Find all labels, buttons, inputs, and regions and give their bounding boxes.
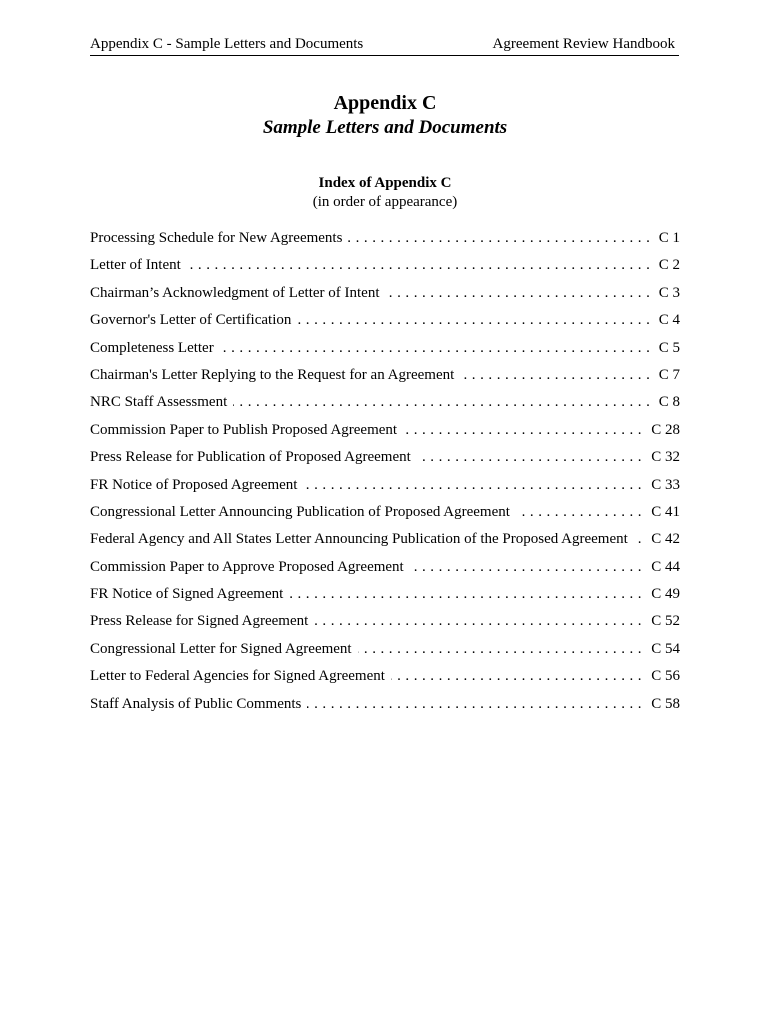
page-title: Appendix C	[333, 92, 437, 114]
toc-entry-title: Letter to Federal Agencies for Signed Agreement	[90, 668, 391, 684]
toc-entry-title: Processing Schedule for New Agreements	[90, 230, 348, 246]
toc-entry	[90, 393, 680, 420]
toc-entry	[90, 421, 680, 448]
toc-entry	[90, 558, 680, 585]
toc-entry	[90, 339, 680, 366]
toc-entry	[90, 311, 680, 338]
toc-entry-title: Chairman's Letter Replying to the Request for an Agreement	[90, 367, 460, 383]
header-left-text: Appendix C - Sample Letters and Documents	[90, 36, 364, 52]
toc-entry-page: C 58	[647, 695, 680, 713]
toc-entry	[90, 640, 680, 667]
header-right-text: Agreement Review Handbook	[492, 36, 675, 52]
toc-entry-page: C 2	[655, 256, 680, 274]
toc-entry-page: C 42	[647, 530, 680, 548]
toc-entry-page: C 7	[655, 366, 680, 384]
toc-entry	[90, 667, 680, 694]
index-heading: Index of Appendix C	[318, 175, 452, 191]
toc-entry-page: C 41	[647, 503, 680, 521]
toc-entry-title: Commission Paper to Publish Proposed Agreement	[90, 422, 403, 438]
toc-entry-title: Press Release for Publication of Proposed Agreement	[90, 449, 417, 465]
toc-entry-page: C 3	[655, 284, 680, 302]
toc-entry-page: C 52	[647, 612, 680, 630]
toc-entry-title: FR Notice of Proposed Agreement	[90, 477, 303, 493]
toc-entry-title: FR Notice of Signed Agreement	[90, 586, 289, 602]
toc-entry	[90, 612, 680, 639]
toc-entry-page: C 54	[647, 640, 680, 658]
page-header	[90, 35, 679, 56]
toc-entry-title: NRC Staff Assessment	[90, 394, 233, 410]
toc-entry-page: C 5	[655, 339, 680, 357]
page-subtitle: Sample Letters and Documents	[262, 117, 508, 138]
toc-entry	[90, 585, 680, 612]
toc-entry-page: C 28	[647, 421, 680, 439]
toc-entry-page: C 4	[655, 311, 680, 329]
toc-entry	[90, 448, 680, 475]
toc-entry-title: Staff Analysis of Public Comments	[90, 696, 307, 712]
index-note: (in order of appearance)	[312, 194, 458, 210]
toc-entry-title: Letter of Intent	[90, 257, 187, 273]
toc-entry-title: Congressional Letter for Signed Agreement	[90, 641, 358, 657]
toc-entry	[90, 229, 680, 256]
toc-entry-page: C 56	[647, 667, 680, 685]
toc-entry-title: Congressional Letter Announcing Publication of Proposed Agreement	[90, 504, 516, 520]
table-of-contents	[90, 229, 680, 722]
toc-entry	[90, 256, 680, 283]
toc-entry-title: Governor's Letter of Certification	[90, 312, 297, 328]
toc-entry	[90, 695, 680, 722]
toc-entry	[90, 366, 680, 393]
toc-entry-title: Completeness Letter	[90, 340, 220, 356]
toc-entry-title: Chairman’s Acknowledgment of Letter of Intent	[90, 285, 386, 301]
toc-entry-page: C 8	[655, 393, 680, 411]
toc-entry-page: C 49	[647, 585, 680, 603]
toc-entry	[90, 284, 680, 311]
toc-entry-page: C 1	[655, 229, 680, 247]
toc-entry-page: C 44	[647, 558, 680, 576]
toc-entry	[90, 476, 680, 503]
toc-entry-title: Federal Agency and All States Letter Announcing Publication of the Proposed Agreement	[90, 531, 634, 547]
toc-entry-title: Press Release for Signed Agreement	[90, 613, 314, 629]
toc-entry-page: C 32	[647, 448, 680, 466]
toc-entry	[90, 530, 680, 557]
toc-entry-page: C 33	[647, 476, 680, 494]
toc-entry-title: Commission Paper to Approve Proposed Agreement	[90, 559, 410, 575]
toc-entry	[90, 503, 680, 530]
